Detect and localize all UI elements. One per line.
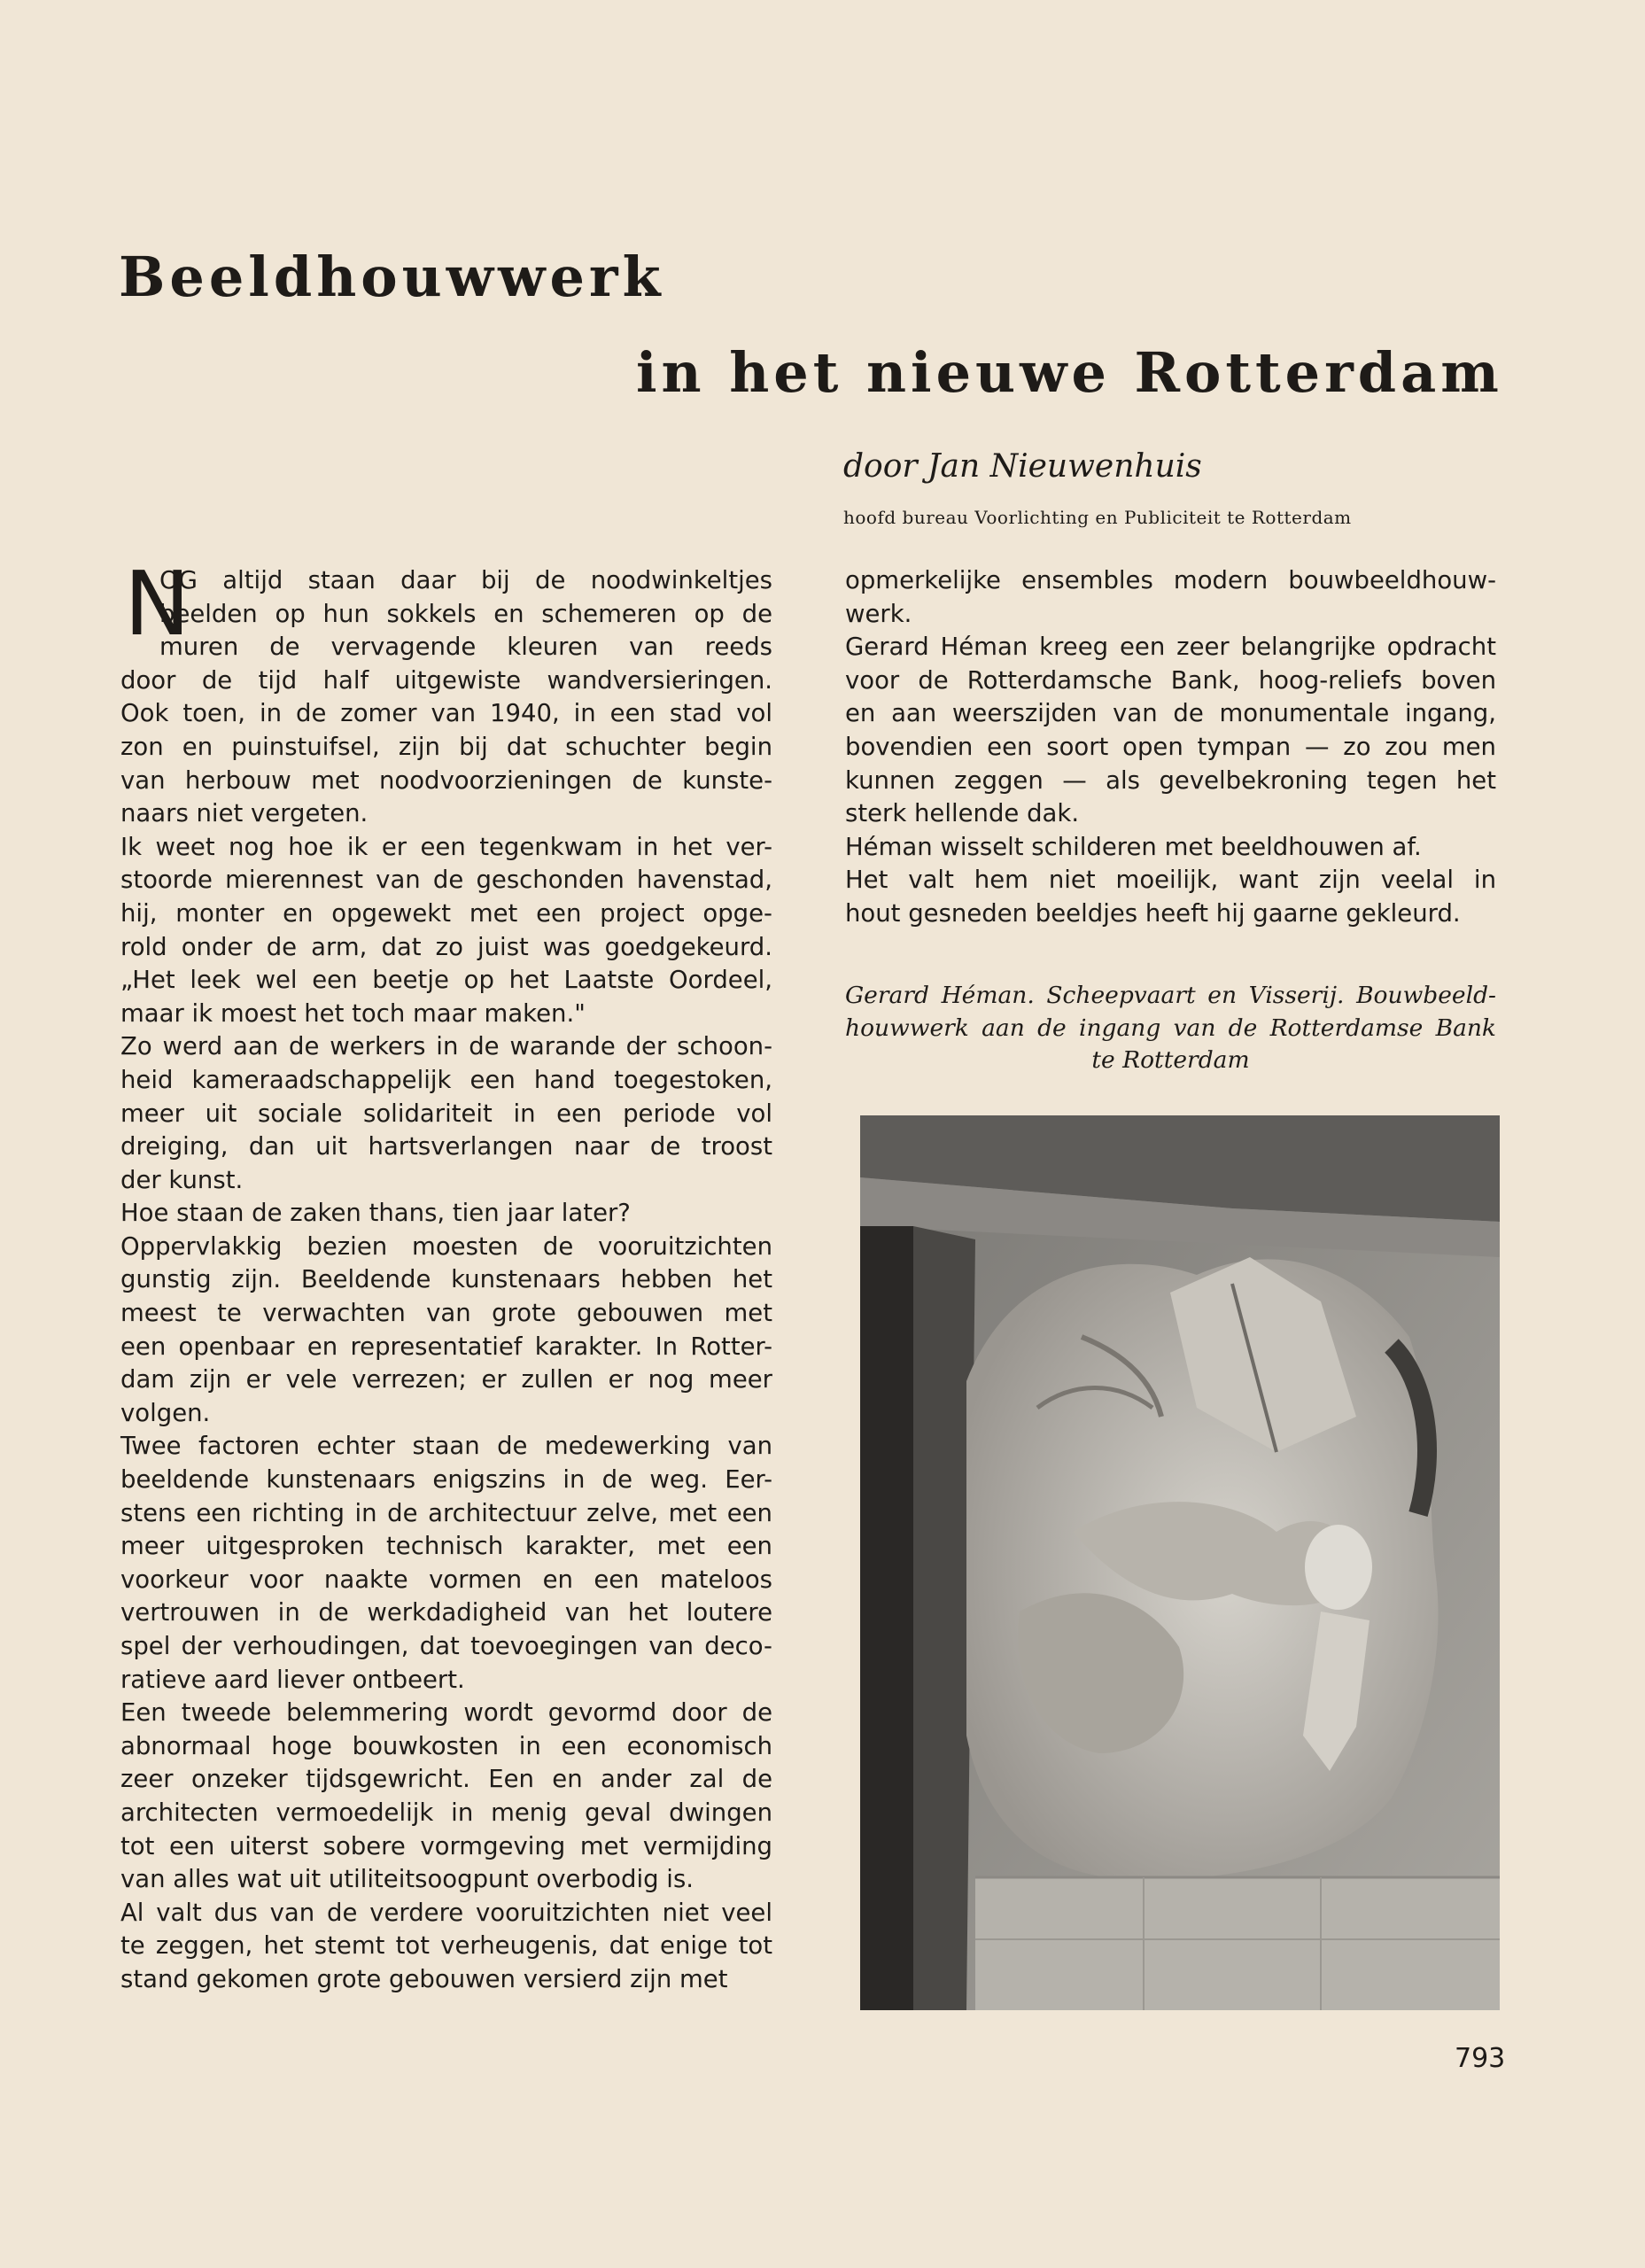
text-line: gunstig zijn. Beeldende kunstenaars hebben het <box>120 1265 772 1294</box>
author-byline: door Jan Nieuwenhuis <box>843 448 1202 485</box>
text-line: spel der verhoudingen, dat toevoegingen van deco- <box>120 1632 772 1660</box>
photo-caption <box>845 980 1496 1077</box>
text-line: muren de vervagende kleuren van reeds <box>159 633 772 662</box>
text-line: Héman wisselt schilderen met beeldhouwen af. <box>845 832 1422 861</box>
text-line: der kunst. <box>120 1165 244 1194</box>
text-line: vertrouwen in de werkdadigheid van het loutere <box>120 1598 772 1627</box>
text-line: heid kameraadschappelijk een hand toegestoken, <box>120 1065 772 1094</box>
text-line: Een tweede belemmering wordt gevormd door de <box>120 1698 772 1728</box>
text-line: stens een richting in de architectuur zelve, met een <box>120 1498 772 1527</box>
text-line: OG altijd staan daar bij de noodwinkeltjes <box>159 566 772 594</box>
text-line: kunnen zeggen — als gevelbekroning tegen het <box>845 765 1496 795</box>
text-line: opmerkelijke ensembles modern bouwbeeldhouw- <box>845 566 1496 594</box>
text-line: rold onder de arm, dat zo juist was goedgekeurd. <box>120 932 772 961</box>
text-line: ratieve aard liever ontbeert. <box>120 1665 465 1694</box>
author-affiliation: hoofd bureau Voorlichting en Publiciteit te Rotterdam <box>843 507 1352 528</box>
text-line: voor de Rotterdamsche Bank, hoog-reliefs boven <box>845 665 1496 695</box>
text-line: en aan weerszijden van de monumentale ingang, <box>845 699 1496 728</box>
text-line: zon en puinstuifsel, zijn bij dat schuchter begin <box>120 732 772 761</box>
text-line: meest te verwachten van grote gebouwen met <box>120 1299 772 1328</box>
left-text-column <box>120 564 772 1997</box>
text-line: maar ik moest het toch maar maken." <box>120 998 586 1028</box>
drop-cap: N <box>124 552 190 656</box>
text-line: door de tijd half uitgewiste wandversieringen. <box>120 665 772 695</box>
text-line: te Rotterdam <box>1091 1046 1250 1074</box>
text-line: Gerard Héman. Scheepvaart en Visserij. Bouwbeeld- <box>845 982 1496 1009</box>
text-line: hij, monter en opgewekt met een project opge- <box>120 898 772 928</box>
text-line: werk. <box>845 599 912 628</box>
article-title-line-1: Beeldhouwwerk <box>119 245 665 309</box>
text-line: van herbouw met noodvoorzieningen de kunste- <box>120 765 772 795</box>
text-line: hout gesneden beeldjes heeft hij gaarne gekleurd. <box>845 898 1461 928</box>
text-line: architecten vermoedelijk in menig geval dwingen <box>120 1798 772 1827</box>
text-line: volgen. <box>120 1398 211 1427</box>
text-line: Twee factoren echter staan de medewerking van <box>120 1432 772 1461</box>
text-line: voorkeur voor naakte vormen en een mateloos <box>120 1565 772 1594</box>
text-line: dam zijn er vele verrezen; er zullen er nog meer <box>120 1365 772 1394</box>
text-line: te zeggen, het stemt tot verheugenis, dat enige tot <box>120 1931 772 1961</box>
text-line: Het valt hem niet moeilijk, want zijn veelal in <box>845 866 1496 895</box>
text-line: stand gekomen grote gebouwen versierd zijn met <box>120 1964 728 1993</box>
text-line: beeldende kunstenaars enigszins in de weg. Eer- <box>120 1465 772 1495</box>
right-text-column <box>845 564 1496 931</box>
text-line: Ik weet nog hoe ik er een tegenkwam in het ver- <box>120 832 772 861</box>
text-line: Gerard Héman kreeg een zeer belangrijke opdracht <box>845 633 1496 662</box>
text-line: Oppervlakkig bezien moesten de vooruitzichten <box>120 1231 772 1261</box>
text-line: bovendien een soort open tympan — zo zou men <box>845 732 1496 761</box>
text-line: van alles wat uit utiliteitsoogpunt overbodig is. <box>120 1865 694 1894</box>
text-line: tot een uiterst sobere vormgeving met vermijding <box>120 1831 772 1860</box>
text-line: een openbaar en representatief karakter. In Rotter- <box>120 1332 772 1361</box>
text-line: beelden op hun sokkels en schemeren op de <box>159 599 772 628</box>
text-line: dreiging, dan uit hartsverlangen naar de troost <box>120 1132 772 1161</box>
sculpture-photo <box>860 1115 1500 2010</box>
text-line: „Het leek wel een beetje op het Laatste Oordeel, <box>120 966 772 995</box>
text-line: meer uit sociale solidariteit in een periode vol <box>120 1099 772 1128</box>
text-line: Hoe staan de zaken thans, tien jaar later? <box>120 1199 631 1228</box>
text-line: Zo werd aan de werkers in de warande der schoon- <box>120 1032 772 1061</box>
page-number: 793 <box>1455 2043 1506 2074</box>
text-line: stoorde mierennest van de geschonden havenstad, <box>120 866 772 895</box>
text-line: Ook toen, in de zomer van 1940, in een stad vol <box>120 699 772 728</box>
article-title-line-2: in het nieuwe Rotterdam <box>636 340 1503 405</box>
text-line: sterk hellende dak. <box>845 799 1080 828</box>
text-line: naars niet vergeten. <box>120 799 369 828</box>
text-line: meer uitgesproken technisch karakter, met een <box>120 1532 772 1561</box>
text-line: houwwerk aan de ingang van de Rotterdamse Bank <box>845 1014 1496 1042</box>
text-line: abnormaal hoge bouwkosten in een economisch <box>120 1731 772 1760</box>
text-line: zeer onzeker tijdsgewricht. Een en ander zal de <box>120 1765 772 1794</box>
text-line: Al valt dus van de verdere vooruitzichten niet veel <box>120 1898 772 1927</box>
